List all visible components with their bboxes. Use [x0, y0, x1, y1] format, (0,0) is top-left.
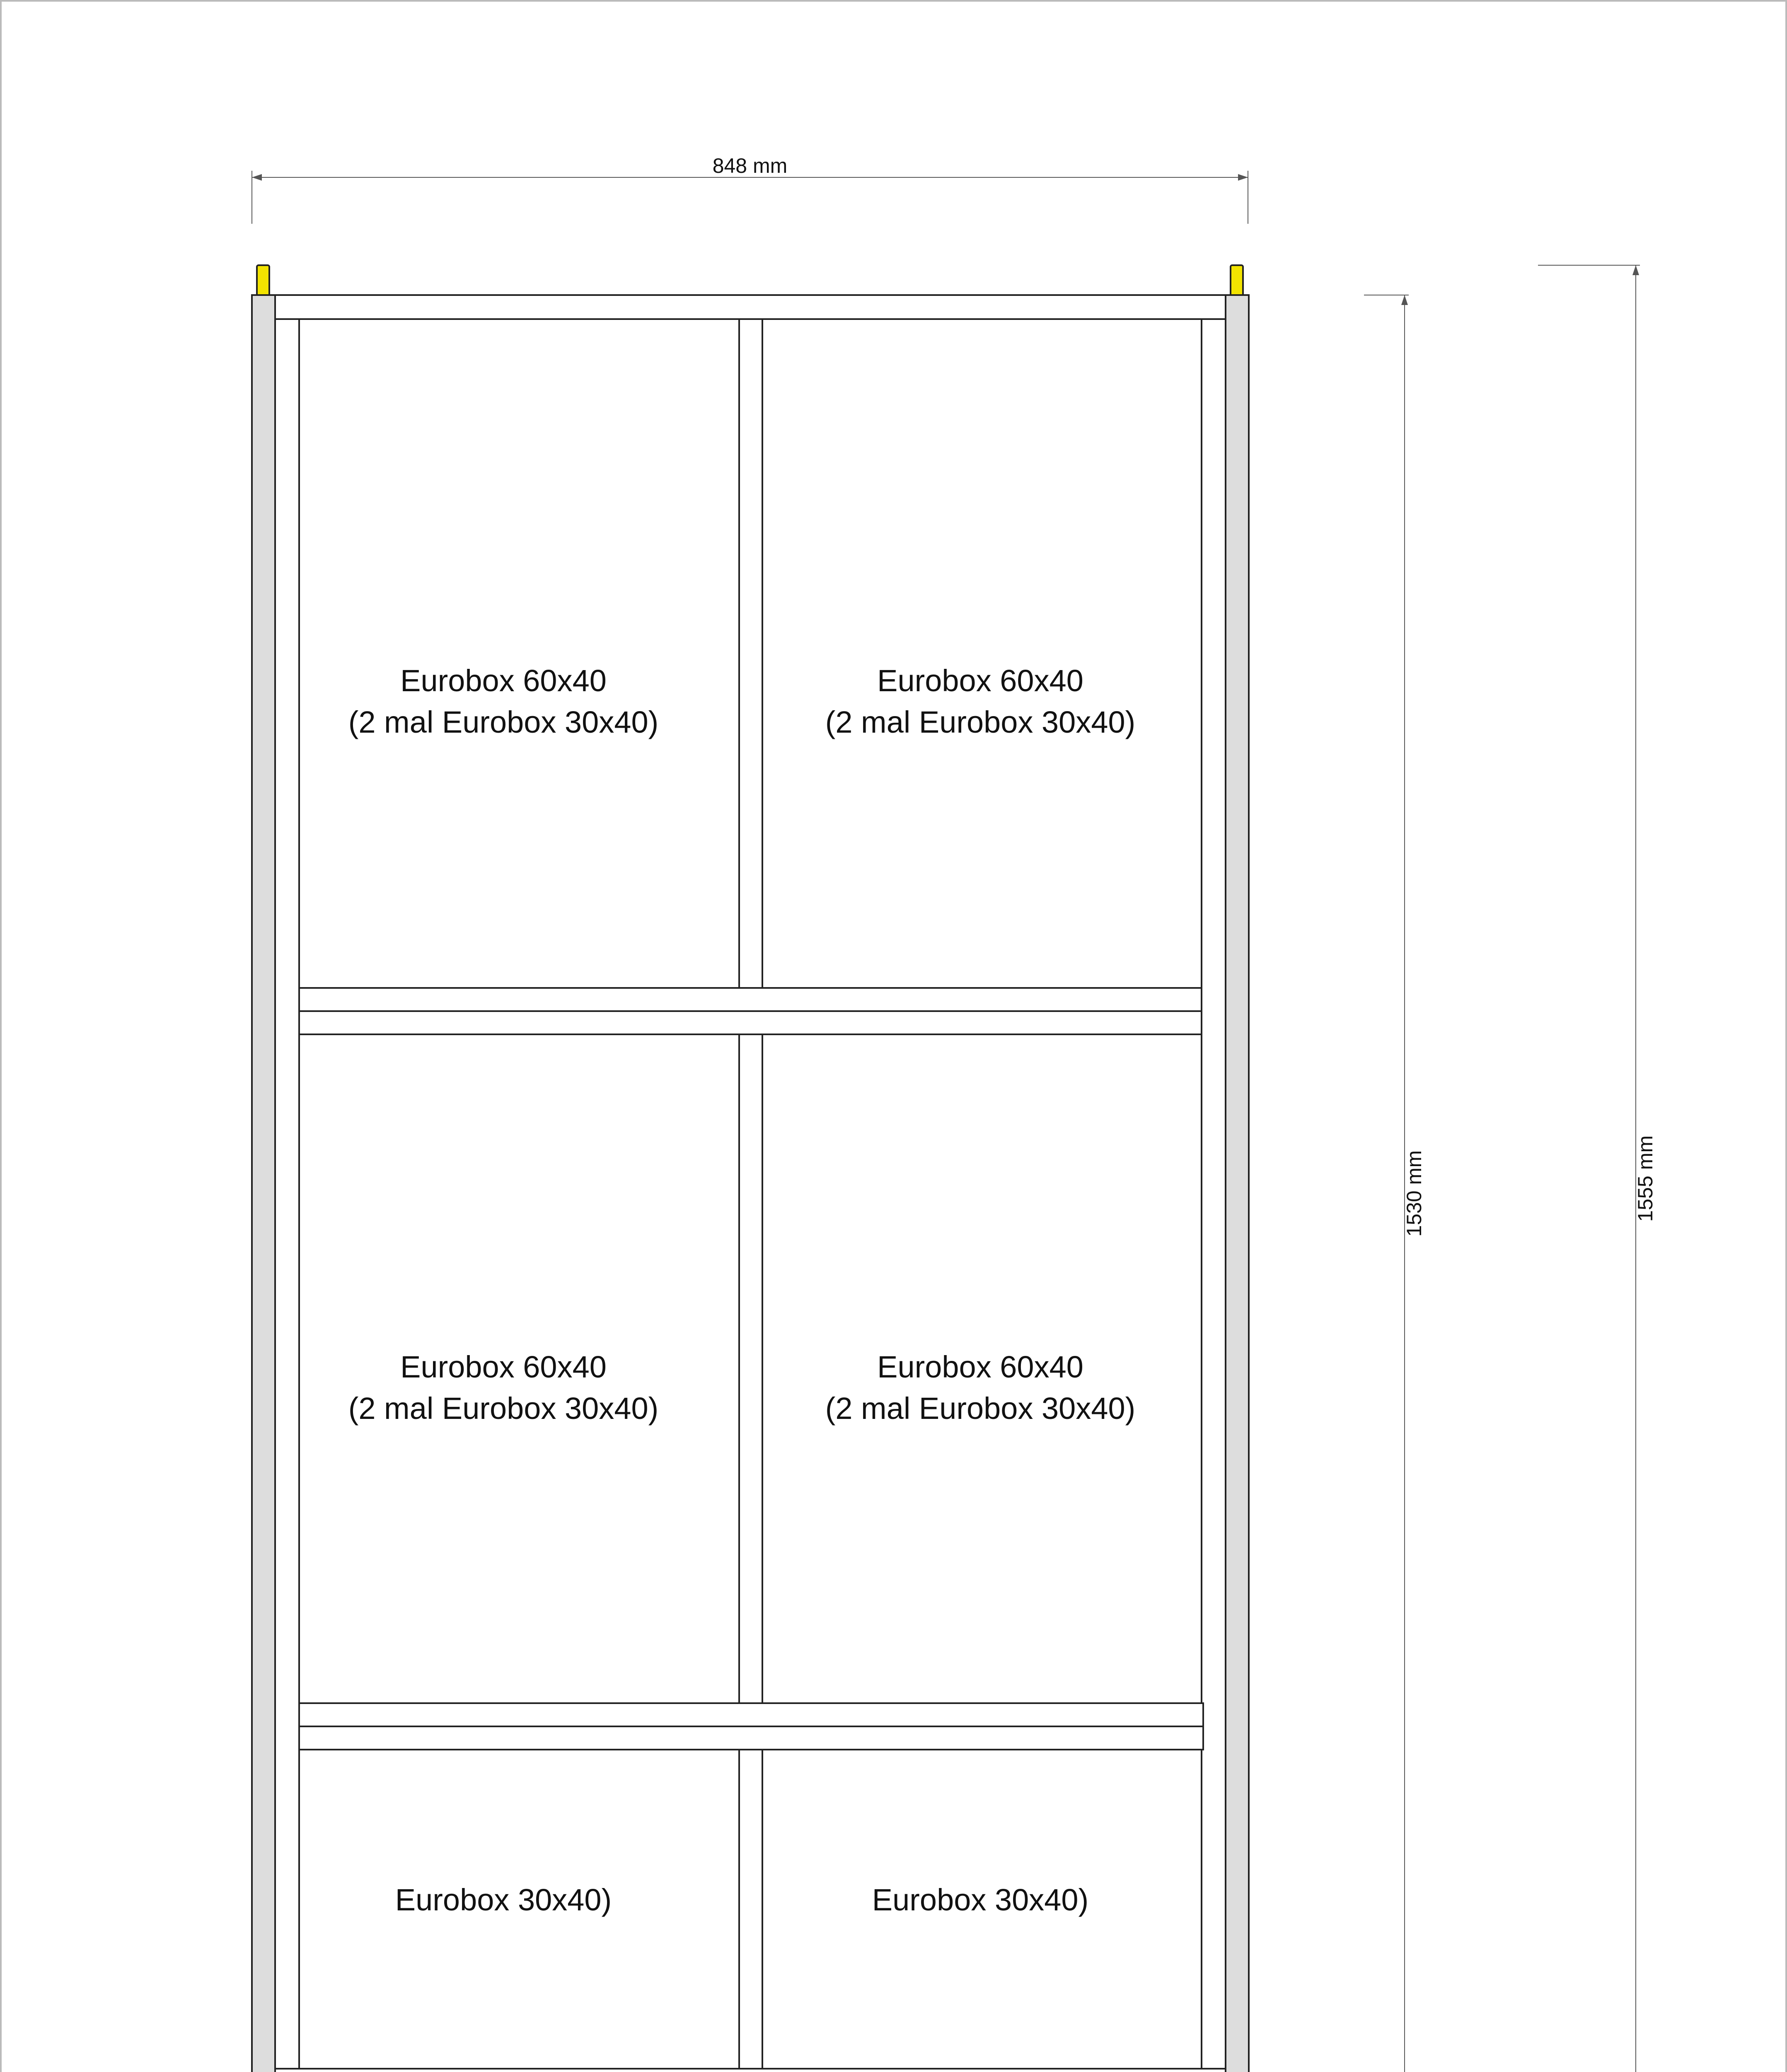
total-height-dimension: [1538, 265, 1657, 2072]
compartment-middle-left: [348, 1350, 659, 1426]
total-height-arrow-top: [1632, 265, 1639, 275]
compartment-bottom-left: [395, 1883, 612, 1917]
shelf-bar-upper-b: [299, 1011, 1202, 1034]
width-dimension: [252, 154, 1248, 224]
center-post-bottom: [739, 1750, 762, 2069]
center-post-middle: [739, 1034, 762, 1703]
frame-top-bar: [275, 295, 1226, 319]
compartment-label-line1: Eurobox 30x40): [872, 1883, 1089, 1917]
rail-left: [252, 295, 275, 2072]
width-dimension-label: 848 mm: [712, 154, 788, 177]
lock-pin-left: [257, 265, 269, 296]
total-height-dimension-label: 1555 mm: [1634, 1135, 1657, 1222]
width-arrow-right: [1238, 174, 1248, 181]
rail-right: [1226, 295, 1249, 2072]
center-post-top: [739, 319, 762, 988]
inner-height-arrow-top: [1401, 295, 1408, 305]
compartment-label-line1: Eurobox 60x40: [400, 663, 607, 698]
shelf-bar-lower-b: [299, 1726, 1203, 1750]
compartment-label-line1: Eurobox 30x40): [395, 1883, 612, 1917]
shelf-bar-upper: [299, 988, 1202, 1034]
frame-right-post: [1202, 319, 1226, 2069]
inner-height-dimension-label: 1530 mm: [1403, 1150, 1426, 1237]
compartment-label-line1: Eurobox 60x40: [877, 663, 1083, 698]
center-posts: [739, 319, 762, 2069]
lock-pin-right: [1231, 265, 1243, 296]
shelf-bar-upper-a: [299, 988, 1202, 1011]
compartment-middle-right: [825, 1350, 1136, 1426]
compartment-label-line2: (2 mal Eurobox 30x40): [348, 705, 659, 739]
compartment-label-line2: (2 mal Eurobox 30x40): [825, 1391, 1136, 1426]
compartment-bottom-right: [872, 1883, 1088, 1917]
compartment-label-line1: Eurobox 60x40: [877, 1350, 1083, 1384]
inner-height-dimension: [1364, 295, 1426, 2072]
compartment-label-line1: Eurobox 60x40: [400, 1350, 607, 1384]
width-arrow-left: [252, 174, 262, 181]
shelf-bar-lower: [299, 1703, 1203, 1750]
compartment-label-line2: (2 mal Eurobox 30x40): [825, 705, 1136, 739]
shelf-bar-lower-a: [299, 1703, 1203, 1726]
compartment-top-right: [825, 663, 1136, 739]
compartment-label-line2: (2 mal Eurobox 30x40): [348, 1391, 659, 1426]
frame-left-post: [275, 319, 299, 2069]
compartment-top-left: [348, 663, 659, 739]
